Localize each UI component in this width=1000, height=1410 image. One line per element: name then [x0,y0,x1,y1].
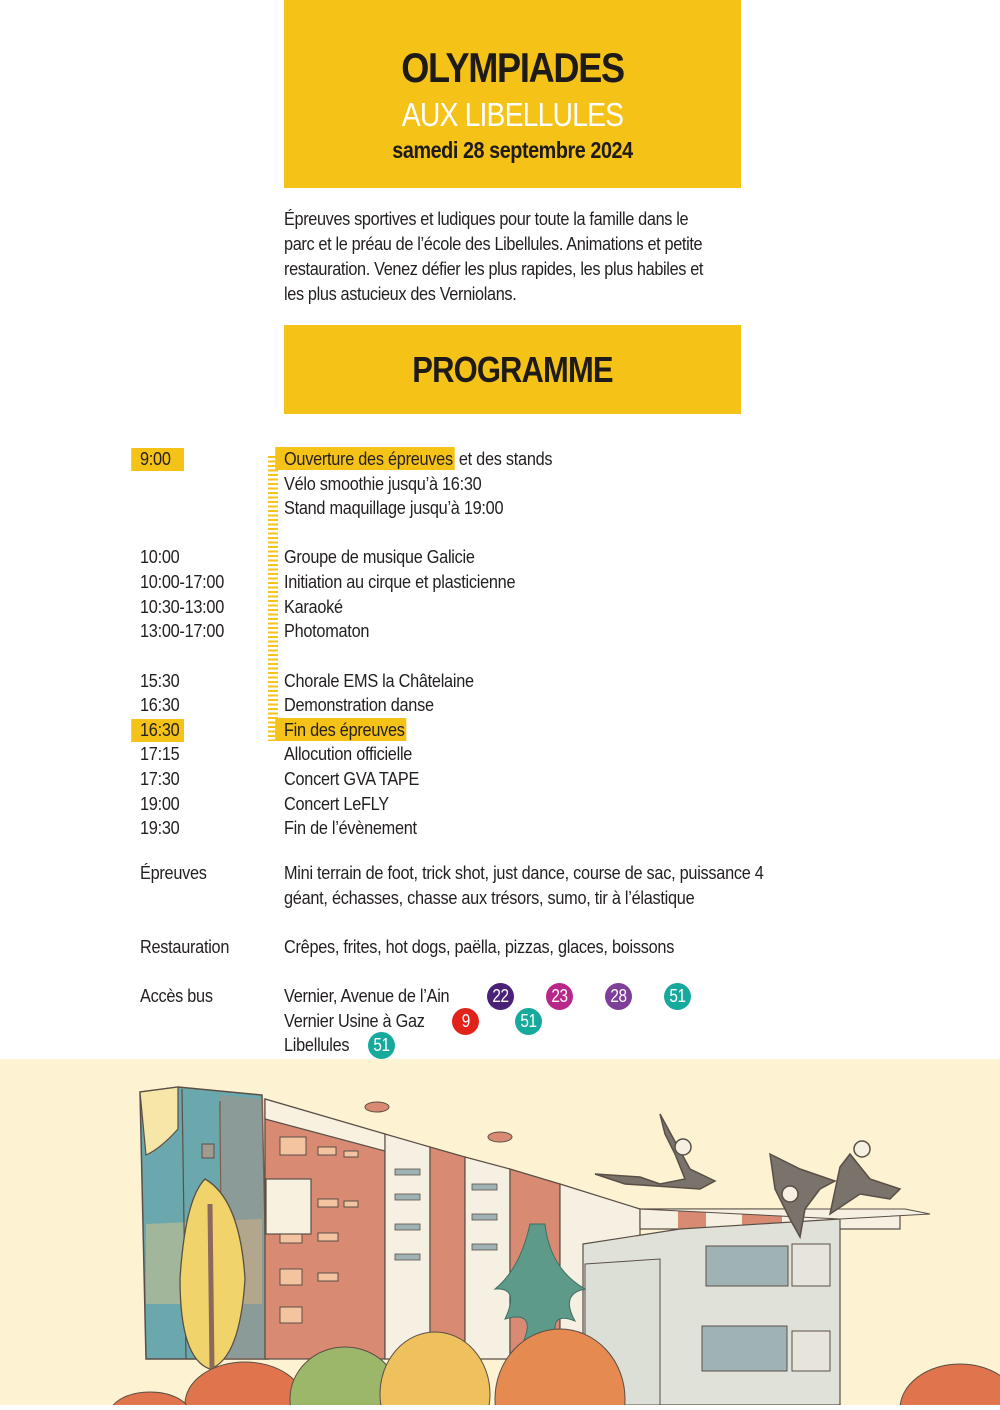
schedule-text: Concert GVA TAPE [284,768,420,789]
bus-line-number: 9 [461,1011,470,1031]
schedule-text: Stand maquillage jusqu’à 19:00 [284,497,504,518]
schedule-row [0,619,1000,644]
bus-stop-name: Libellules [284,1034,350,1055]
bus-stop-name: Vernier, Avenue de l’Ain [284,985,450,1006]
event-title: OLYMPIADES [401,44,624,91]
epreuves-label: Épreuves [140,862,207,883]
schedule-time: 16:30 [140,719,180,740]
restauration-value [284,935,727,960]
programme-banner [284,325,741,414]
schedule-row [0,767,1000,792]
bus-line-number: 51 [520,1011,537,1031]
intro-line: restauration. Venez défier les plus rapides, les plus habiles et [284,258,704,279]
schedule-text: Groupe de musique Galicie [284,546,475,567]
window [202,1144,214,1158]
schedule-time: 10:00 [140,546,180,567]
bus-stop [284,1033,884,1058]
schedule-row [0,718,1000,743]
bus-line-number: 23 [551,986,568,1006]
balcony [266,1179,311,1234]
schedule-description [284,792,389,816]
schedule-text: Allocution officielle [284,743,413,764]
bus-line-badge [605,983,632,1010]
title-banner [284,0,741,188]
schedule-time: 15:30 [140,670,180,691]
bus-line-number: 28 [610,986,627,1006]
bus-label: Accès bus [140,985,213,1006]
schedule-highlight: Ouverture des épreuves [275,447,454,470]
intro-paragraph [284,206,754,306]
bus-line-badge [452,1008,479,1035]
schedule-description [284,669,474,693]
event-subtitle: AUX LIBELLULES [401,96,624,133]
schedule-highlight: Fin des épreuves [275,718,406,741]
schedule-row [0,816,1000,841]
bus-line-badge [487,983,514,1010]
schedule-row [0,496,1000,521]
restauration-label: Restauration [140,936,230,957]
schedule-time: 19:00 [140,793,180,814]
schedule-row [0,742,1000,767]
bus-line-badge [546,983,573,1010]
bus-stop [284,1009,884,1034]
intro-line: parc et le préau de l’école des Libellules. Animations et petite [284,233,703,254]
schedule-description [284,545,475,569]
schedule-text: Photomaton [284,620,370,641]
schedule-description [284,816,417,840]
schedule-text: Initiation au cirque et plasticienne [284,571,516,592]
event-date: samedi 28 septembre 2024 [392,137,633,163]
schedule-row [0,693,1000,718]
schedule-row [0,472,1000,497]
schedule-description [284,742,412,766]
schedule-row [0,545,1000,570]
intro-line: les plus astucieux des Verniolans. [284,283,517,304]
intro-line: Épreuves sportives et ludiques pour toute la famille dans le [284,208,689,229]
schedule-time: 17:15 [140,743,180,764]
schedule-time: 13:00-17:00 [140,620,224,641]
schedule-time: 10:00-17:00 [140,571,224,592]
illustration-svg [0,1059,1000,1405]
bus-line-number: 22 [492,986,509,1006]
bus-line-number: 51 [373,1035,390,1055]
schedule-description [284,693,434,717]
schedule-description [284,472,481,496]
schedule-text: Fin de l’évènement [284,817,417,838]
epreuves-line: Mini terrain de foot, trick shot, just dance, course de sac, puissance 4 [284,862,764,883]
bus-line-badge [664,983,691,1010]
schedule-text: et des stands [454,448,553,469]
schedule-row [0,570,1000,595]
schedule-text: Karaoké [284,596,343,617]
schedule-time: 16:30 [140,694,180,715]
bus-line-badge [515,1008,542,1035]
schedule-row [0,447,1000,472]
schedule-description [284,496,503,520]
programme-heading: PROGRAMME [412,349,613,390]
schedule-text: Demonstration danse [284,694,434,715]
schedule-description [284,767,419,791]
schedule-description [284,447,552,471]
schedule-row [0,669,1000,694]
schedule-time: 10:30-13:00 [140,596,224,617]
schedule-row [0,792,1000,817]
schedule-description [284,570,515,594]
schedule-time: 17:30 [140,768,180,789]
bus-line-number: 51 [669,986,686,1006]
schedule-description [284,619,369,643]
orange-bush [185,1362,305,1405]
illustration-school-buildings [0,1059,1000,1405]
schedule-text: Vélo smoothie jusqu’à 16:30 [284,473,482,494]
schedule-description [284,718,406,742]
epreuves-line: géant, échasses, chasse aux trésors, sumo, tir à l’élastique [284,886,695,908]
bus-line-badge [368,1032,395,1059]
schedule-text: Concert LeFLY [284,793,389,814]
schedule-row [0,595,1000,620]
red-bush [900,1364,1000,1405]
bus-stop-name: Vernier Usine à Gaz [284,1010,425,1031]
schedule-time: 19:30 [140,817,180,838]
bus-stop [284,984,884,1009]
schedule-time: 9:00 [140,448,171,469]
epreuves-value [284,861,829,910]
schedule-description [284,595,343,619]
schedule-text: Chorale EMS la Châtelaine [284,670,474,691]
restauration-text: Crêpes, frites, hot dogs, paëlla, pizzas, glaces, boissons [284,936,675,957]
